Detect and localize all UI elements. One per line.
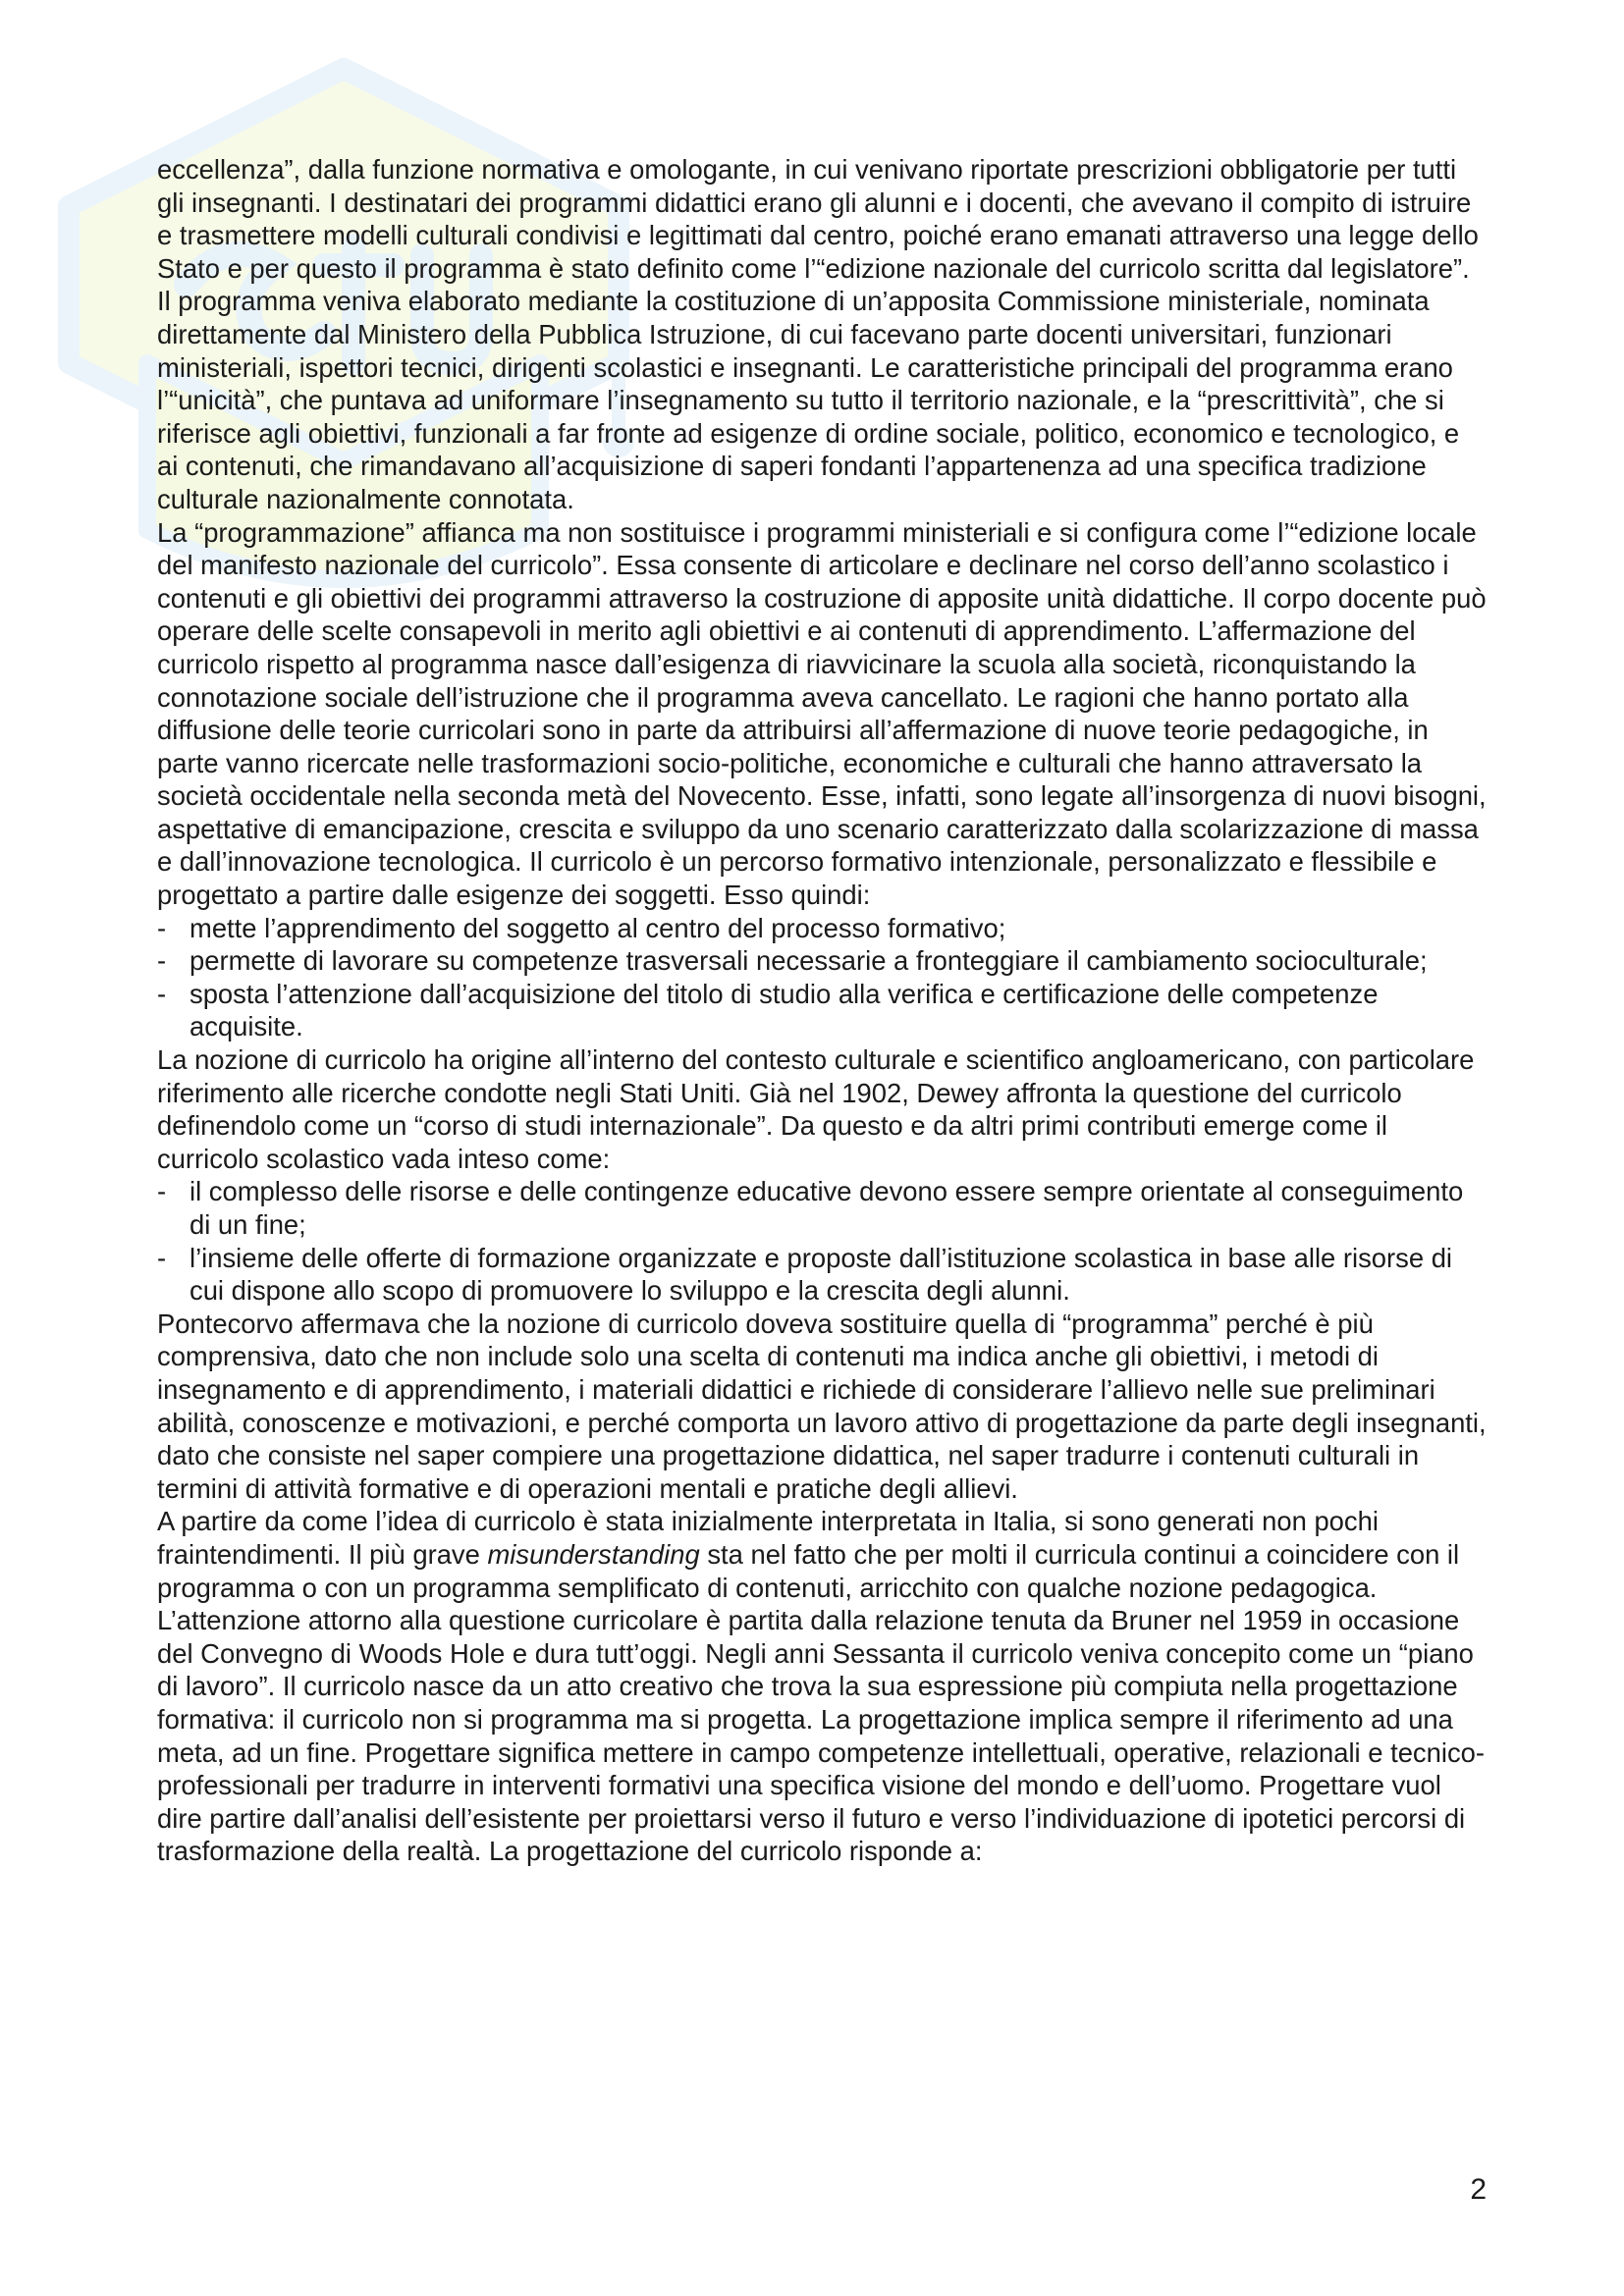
- bullet-dash: -: [157, 978, 167, 1009]
- paragraph-progettazione-rest: sta nel fatto che per molti il curricula continui a coincidere con il programma o con un programma semplificato di contenuti, arricchito con qualche nozione pedagogica. L’attenzione attorno alla questione curricolare è partita dalla relazione tenuta da Bruner nel 1959 in occasione del Convegno di Woods Hole e dura tutt’oggi. Negli anni Sessanta il curricolo veniva concepito come un “piano di lavoro”. Il curricolo nasce da un atto creativo che trova la sua espressione più compiuta nella progettazione formativa: il curricolo non si programma ma si progetta. La progettazione implica sempre il riferimento ad una meta, ad un fine. Progettare significa mettere in campo competenze intellettuali, operative, relazionali e tecnico-professionali per tradurre in interventi formativi una specifica visione del mondo e dell’uomo. Progettare vuol dire partire dall’analisi dell’esistente per proiettarsi verso il futuro e verso l’individuazione di ipotetici percorsi di trasformazione della realtà. La progettazione del curricolo risponde a:: [157, 1538, 1485, 1867]
- list-item: [157, 1175, 1488, 1241]
- list-item: [157, 1242, 1488, 1308]
- list-curricolo-definition: [157, 1175, 1488, 1307]
- bullet-dash: -: [157, 912, 167, 943]
- bullet-dash: -: [157, 1242, 167, 1273]
- list-item-text: sposta l’attenzione dall’acquisizione del titolo di studio alla verifica e certificazione delle competenze acquisite.: [189, 978, 1379, 1042]
- paragraph-programmazione: La “programmazione” affianca ma non sostituisce i programmi ministeriali e si configura come l’“edizione locale del manifesto nazionale del curricolo”. Essa consente di articolare e declinare nel corso dell’anno scolastico i contenuti e gli obiettivi dei programmi attraverso la costruzione di apposite unità didattiche. Il corpo docente può operare delle scelte consapevoli in merito agli obiettivi e ai contenuti di apprendimento. L’affermazione del curricolo rispetto al programma nasce dall’esigenza di riavvicinare la scuola alla società, riconquistando la connotazione sociale dell’istruzione che il programma aveva cancellato. Le ragioni che hanno portato alla diffusione delle teorie curricolari sono in parte da attribuirsi all’affermazione di nuove teorie pedagogiche, in parte vanno ricercate nelle trasformazioni socio-politiche, economiche e culturali che hanno attraversato la società occidentale nella seconda metà del Novecento. Esse, infatti, sono legate all’insorgenza di nuovi bisogni, aspettative di emancipazione, crescita e sviluppo da uno scenario caratterizzato dalla scolarizzazione di massa e dall’innovazione tecnologica. Il curricolo è un percorso formativo intenzionale, personalizzato e flessibile e progettato a partire dalle esigenze dei soggetti. Esso quindi:: [157, 516, 1487, 911]
- paragraph-progettazione-start: A partire da come l’idea di curricolo è stata inizialmente interpretata in Italia, si sono generati non pochi fraintendimenti. Il più grave: [157, 1506, 1379, 1570]
- list-curricolo-effects: [157, 912, 1488, 1043]
- paragraph-pontecorvo: Pontecorvo affermava che la nozione di curricolo doveva sostituire quella di “programma” perché è più comprensiva, dato che non include solo una scelta di contenuti ma indica anche gli obiettivi, i metodi di insegnamento e di apprendimento, i materiali didattici e richiede di considerare l’allievo nelle sue preliminari abilità, conoscenze e motivazioni, e perché comporta un lavoro attivo di progettazione da parte degli insegnanti, dato che consiste nel saper compiere una progettazione didattica, nel saper tradurre i contenuti culturali in termini di attività formative e di operazioni mentali e pratiche degli allievi.: [157, 1308, 1487, 1504]
- paragraph-programmi: eccellenza”, dalla funzione normativa e omologante, in cui venivano riportate prescrizioni obbligatorie per tutti gli insegnanti. I destinatari dei programmi didattici erano gli alunni e i docenti, che avevano il compito di istruire e trasmettere modelli culturali condivisi e legittimati dal centro, poiché erano emanati attraverso una legge dello Stato e per questo il programma è stato definito come l’“edizione nazionale del curricolo scritta dal legislatore”. Il programma veniva elaborato mediante la costituzione di un’apposita Commissione ministeriale, nominata direttamente dal Ministero della Pubblica Istruzione, di cui facevano parte docenti universitari, funzionari ministeriali, ispettori tecnici, dirigenti scolastici e insegnanti. Le caratteristiche principali del programma erano l’“unicità”, che puntava ad uniformare l’insegnamento su tutto il territorio nazionale, e la “prescrittività”, che si riferisce agli obiettivi, funzionali a far fronte ad esigenze di ordine sociale, politico, economico e tecnologico, e ai contenuti, che rimandavano all’acquisizione di saperi fondanti l’appartenenza ad una specifica tradizione culturale nazionalmente connotata.: [157, 154, 1479, 514]
- list-item: [157, 912, 1488, 945]
- bullet-dash: -: [157, 1176, 167, 1207]
- page-number: 2: [1470, 2173, 1487, 2206]
- list-item-text: mette l’apprendimento del soggetto al centro del processo formativo;: [189, 912, 1006, 943]
- document-body: [157, 153, 1488, 1868]
- list-item-text: permette di lavorare su competenze trasversali necessarie a fronteggiare il cambiamento socioculturale;: [189, 945, 1428, 977]
- list-item-text: l’insieme delle offerte di formazione organizzate e proposte dall’istituzione scolastica in base alle risorse di cui dispone allo scopo di promuovere lo sviluppo e la crescita degli alunni.: [189, 1242, 1453, 1307]
- list-item-text: il complesso delle risorse e delle contingenze educative devono essere sempre orientate al conseguimento di un fine;: [189, 1176, 1464, 1240]
- emphasis-misunderstanding: misunderstanding: [487, 1538, 700, 1570]
- list-item: [157, 944, 1488, 978]
- bullet-dash: -: [157, 945, 167, 977]
- paragraph-nozione-curricolo: La nozione di curricolo ha origine all’interno del contesto culturale e scientifico angloamericano, con particolare riferimento alle ricerche condotte negli Stati Uniti. Già nel 1902, Dewey affronta la questione del curricolo definendolo come un “corso di studi internazionale”. Da questo e da altri primi contributi emerge come il curricolo scolastico vada inteso come:: [157, 1044, 1475, 1174]
- paragraph-progettazione: [157, 1505, 1488, 1868]
- list-item: [157, 978, 1488, 1043]
